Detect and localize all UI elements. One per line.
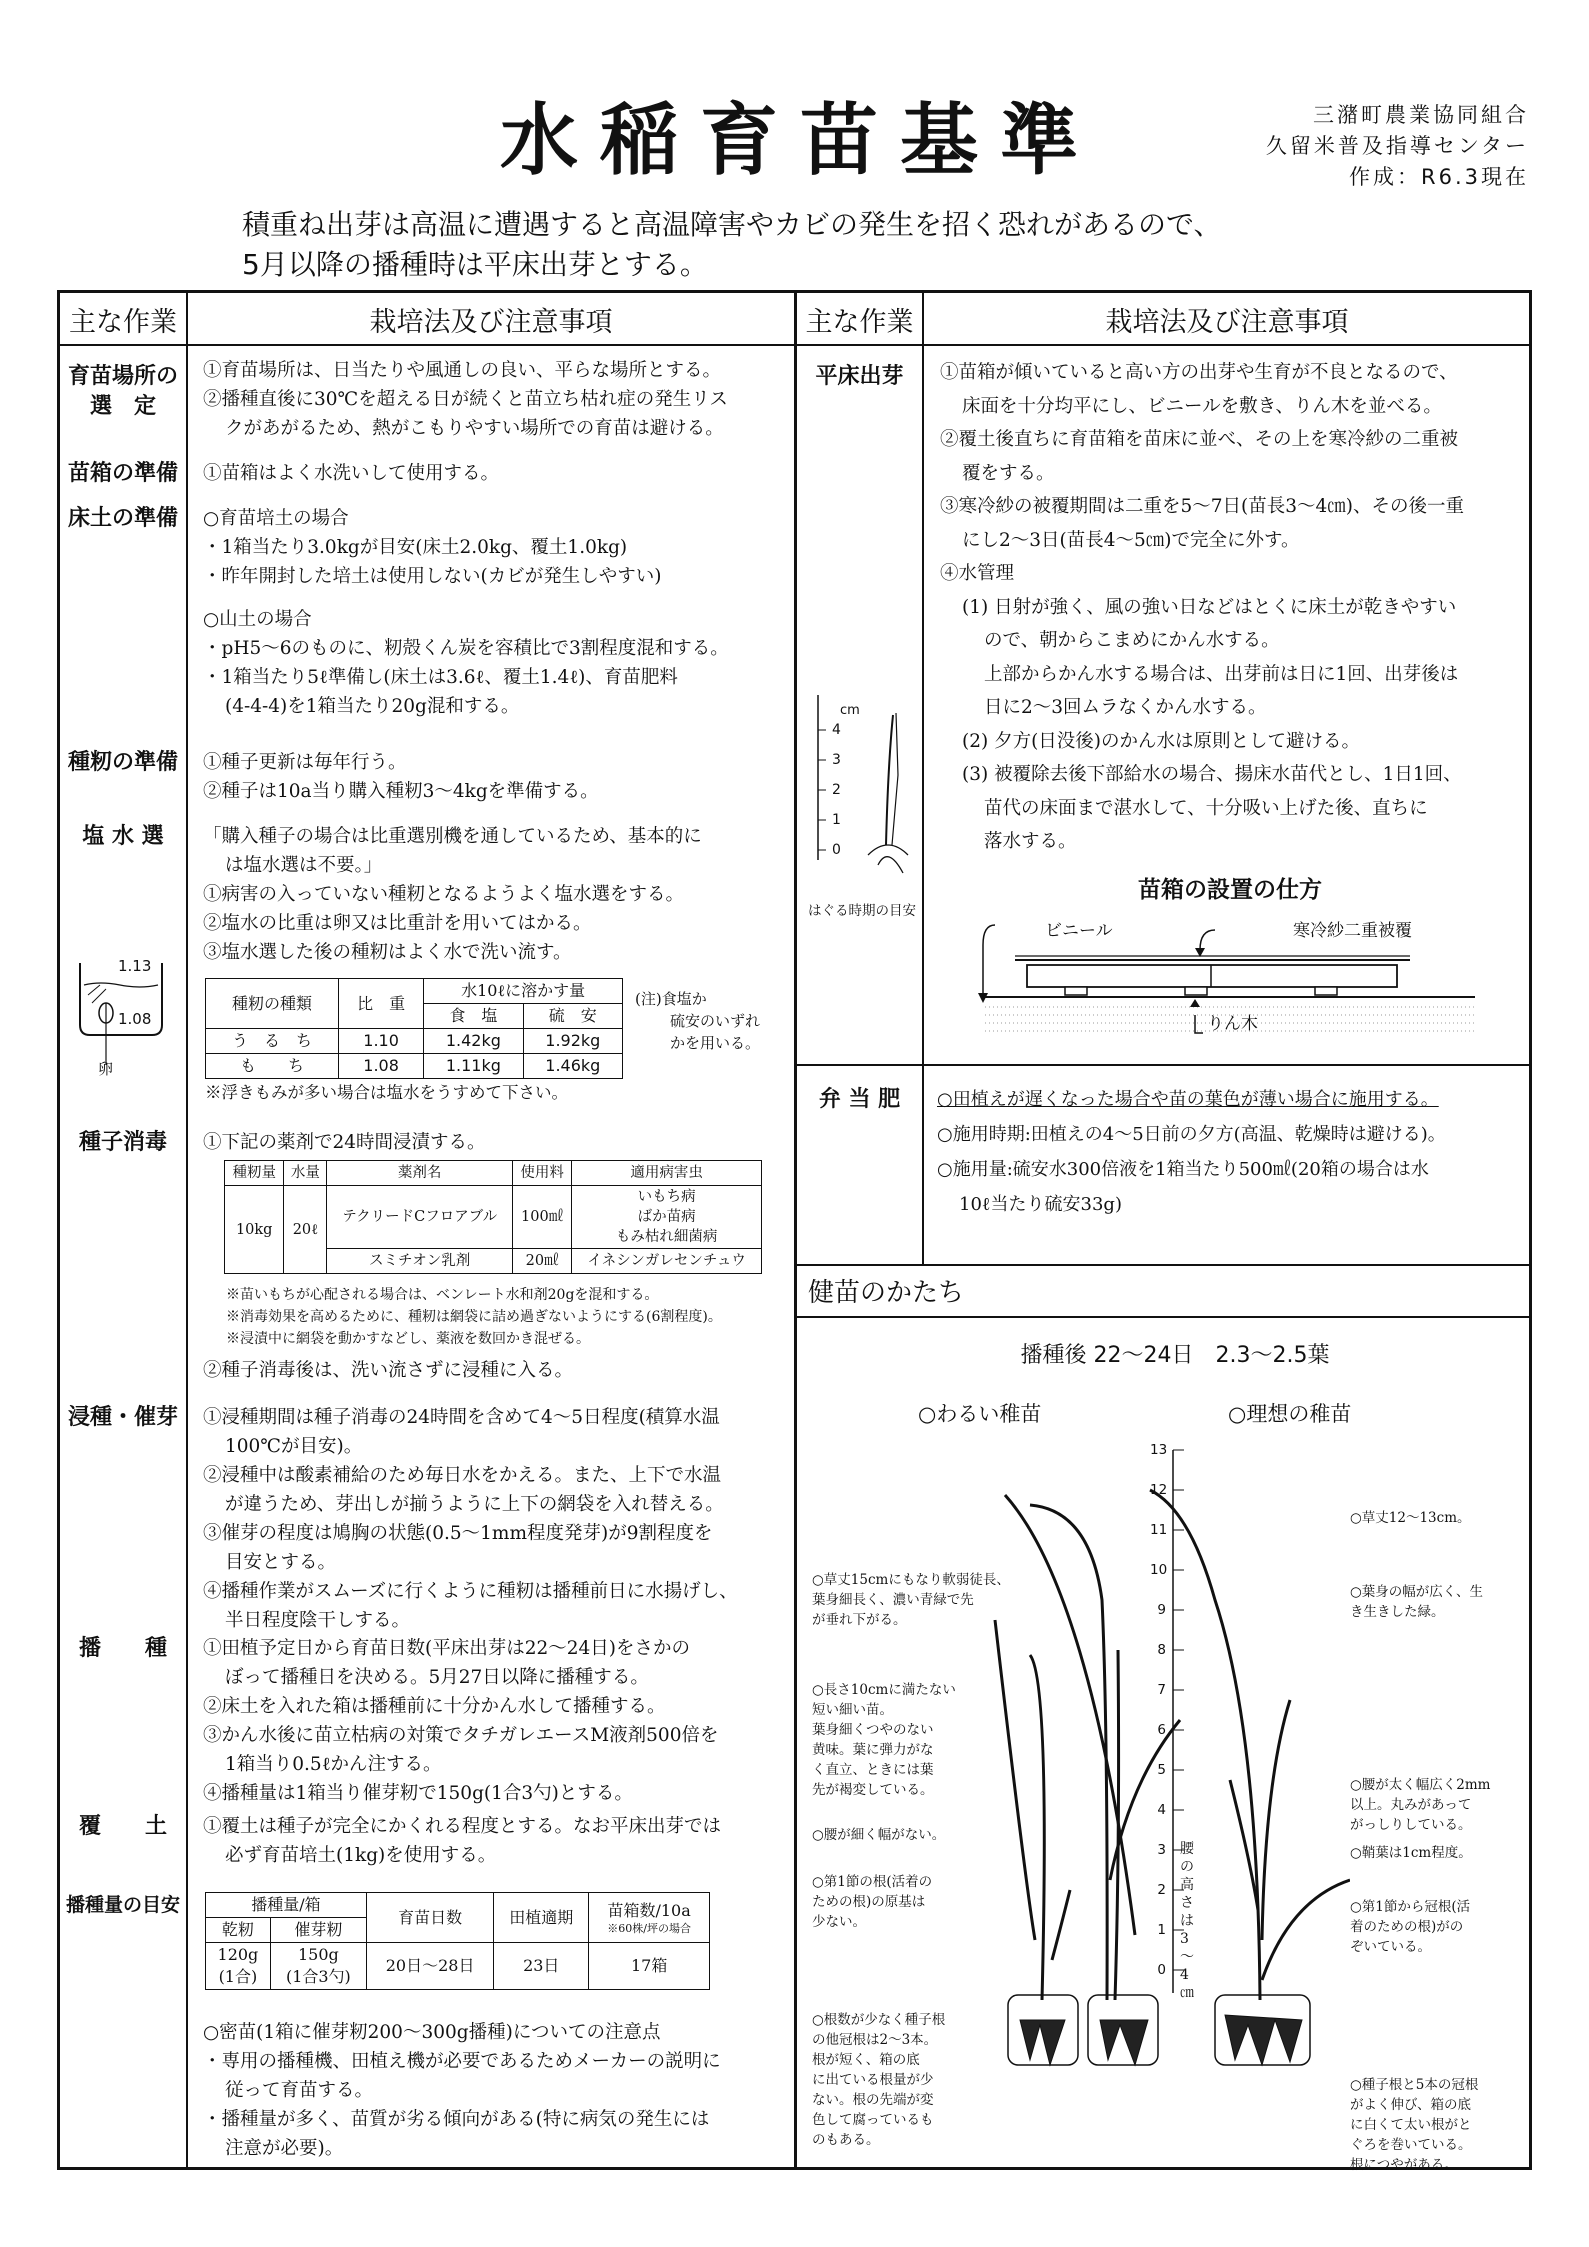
task-sow: 播 種 bbox=[78, 1636, 167, 1661]
th: 乾籾 bbox=[206, 1918, 271, 1943]
text-line: ③かん水後に苗立枯病の対策でタチガレエースM液剤500倍を bbox=[203, 1725, 719, 1746]
note-line: がっしりしている。 bbox=[1350, 1817, 1472, 1833]
text-line: (4-4-4)を1箱当たり20g混和する。 bbox=[225, 696, 520, 717]
note-line: 少ない。 bbox=[812, 1914, 866, 1930]
th: 田植適期 bbox=[494, 1893, 589, 1943]
note-line: ぞいている。 bbox=[1350, 1939, 1431, 1955]
box-text bbox=[203, 459, 499, 488]
text-line: ○山土の場合 bbox=[203, 609, 312, 630]
cell-line: (1合3勺) bbox=[285, 1967, 351, 1986]
text-line: 半日程度陰干しする。 bbox=[225, 1610, 411, 1631]
task-disinfect: 種子消毒 bbox=[78, 1130, 167, 1155]
text-line: ②浸種中は酸素補給のため毎日水をかえる。また、上下で水温 bbox=[203, 1465, 722, 1486]
intro-note bbox=[242, 205, 1221, 285]
text-line: (3) 被覆除去後下部給水の場合、揚床水苗代とし、1日1回、 bbox=[962, 764, 1462, 785]
th-main: 苗箱数/10a bbox=[607, 1900, 691, 1920]
text-line: 目安とする。 bbox=[225, 1552, 337, 1573]
note-line: が垂れ下がる。 bbox=[812, 1612, 907, 1628]
scale-tick-label: 4 bbox=[1157, 1802, 1166, 1818]
th: 水10ℓに溶かす量 bbox=[424, 979, 623, 1004]
text-line: ので、朝からこまめにかん水する。 bbox=[984, 630, 1280, 651]
text-line: ぼって播種日を決める。5月27日以降に播種する。 bbox=[225, 1667, 649, 1688]
th: 水量 bbox=[284, 1161, 327, 1186]
task-amount: 播種量の目安 bbox=[65, 1894, 180, 1916]
divider bbox=[796, 1264, 1532, 1266]
th: 薬剤名 bbox=[327, 1161, 513, 1186]
note-line: ※苗いもちが心配される場合は、ベンレート水和剤20gを混和する。 bbox=[226, 1287, 659, 1303]
ruler-unit: cm bbox=[840, 703, 860, 718]
text-line: は塩水選は不要。」 bbox=[225, 855, 383, 876]
waist-label: 腰の高さは3～4㎝ bbox=[1180, 1841, 1194, 2001]
sprout-ruler-illustration bbox=[808, 695, 918, 885]
cell: 1.08 bbox=[339, 1054, 424, 1079]
text-line: にし2～3日(苗長4～5㎝)で完全に外す。 bbox=[962, 529, 1300, 551]
cell-line: 120g bbox=[217, 1945, 259, 1964]
text-line: 日に2～3回ムラなくかん水する。 bbox=[984, 697, 1267, 718]
cell: イネシンガレセンチュウ bbox=[572, 1249, 762, 1274]
text-line: (1) 日射が強く、風の強い日などはとくに床土が乾きやすい bbox=[962, 596, 1457, 618]
scale-tick-label: 12 bbox=[1150, 1482, 1168, 1498]
note-line: ○腰が細く幅がない。 bbox=[812, 1827, 946, 1843]
th: 適用病害虫 bbox=[572, 1161, 762, 1186]
text-line: ②床土を入れた箱は播種前に十分かん水して播種する。 bbox=[203, 1696, 666, 1717]
text-line: ①下記の薬剤で24時間浸漬する。 bbox=[203, 1132, 486, 1153]
scale-tick-label: 9 bbox=[1157, 1602, 1166, 1618]
scale-tick-label: 3 bbox=[1157, 1842, 1166, 1858]
scale-tick-label: 1 bbox=[1157, 1922, 1166, 1938]
text-line: 10ℓ当たり硫安33g) bbox=[959, 1194, 1122, 1215]
soil-text bbox=[203, 504, 729, 721]
ruler-caption: はぐる時期の目安 bbox=[808, 903, 916, 919]
ruler-tick: 4 bbox=[832, 722, 841, 738]
seed-text bbox=[203, 748, 599, 806]
note-line: 根が短く、箱の底 bbox=[812, 2052, 920, 2068]
note-line: 硫安のいずれ bbox=[670, 1012, 761, 1030]
good-note bbox=[1350, 1582, 1483, 1622]
note-line: ※浸漬中に網袋を動かすなどし、薬液を数回かき混ぜる。 bbox=[226, 1331, 590, 1347]
divider bbox=[794, 290, 797, 2170]
ruler-tick: 2 bbox=[832, 782, 841, 798]
cell: 10kg bbox=[225, 1186, 284, 1274]
good-note bbox=[1350, 1843, 1472, 1863]
place-text bbox=[203, 356, 728, 443]
good-note bbox=[1350, 1508, 1471, 1528]
text-line: ②種子は10a当り購入種籾3～4kgを準備する。 bbox=[203, 781, 599, 802]
task-place bbox=[60, 362, 186, 422]
cell-line: (1合) bbox=[218, 1967, 258, 1986]
text-line: が違うため、芽出しが揃うように上下の網袋を入れ替える。 bbox=[225, 1494, 724, 1515]
task-salt: 塩 水 選 bbox=[82, 824, 164, 849]
note-line: 着のための根)がの bbox=[1350, 1919, 1464, 1935]
note-line: 以上。丸みがあって bbox=[1350, 1797, 1472, 1813]
scale-tick-label: 5 bbox=[1157, 1762, 1166, 1778]
scale-tick-label: 8 bbox=[1157, 1642, 1166, 1658]
text-line: ②種子消毒後は、洗い流さずに浸種に入る。 bbox=[203, 1360, 574, 1381]
th: 硫 安 bbox=[523, 1004, 622, 1029]
text-line: 必ず育苗培土(1kg)を使用する。 bbox=[225, 1845, 497, 1866]
text-line: ②播種直後に30℃を超える日が続くと苗立ち枯れ症の発生リス bbox=[203, 389, 728, 410]
cell: 100㎖ bbox=[512, 1186, 571, 1249]
text-line: ①苗箱が傾いていると高い方の出芽や生育が不良となるので、 bbox=[940, 362, 1458, 383]
text-line: ○施用量:硫安水300倍液を1箱当たり500㎖(20箱の場合は水 bbox=[937, 1159, 1429, 1180]
gauge-label-high: 1.13 bbox=[118, 957, 152, 975]
divider bbox=[796, 1064, 1532, 1066]
text-line: ③催芽の程度は鳩胸の状態(0.5～1mm程度発芽)が9割程度を bbox=[203, 1523, 713, 1544]
task-cover: 覆 土 bbox=[78, 1814, 167, 1839]
egg-label: 卵 bbox=[98, 1060, 114, 1078]
disinfect-notes bbox=[226, 1284, 722, 1350]
note-line: に白くて太い根がと bbox=[1350, 2117, 1472, 2133]
amount-text bbox=[203, 2018, 721, 2163]
cell bbox=[572, 1186, 762, 1249]
text-line: ①病害の入っていない種籾となるようよく塩水選をする。 bbox=[203, 884, 685, 905]
soak-text bbox=[203, 1403, 738, 1635]
note-line: ぐろを巻いている。 bbox=[1350, 2137, 1472, 2153]
good-note bbox=[1350, 1775, 1490, 1835]
task-place-line1: 育苗場所の bbox=[67, 364, 178, 389]
text-line: ・専用の播種機、田植え機が必要であるためメーカーの説明に bbox=[203, 2051, 721, 2072]
th: 使用料 bbox=[512, 1161, 571, 1186]
scale-tick-label: 6 bbox=[1157, 1722, 1166, 1738]
cell: 20ℓ bbox=[284, 1186, 327, 1274]
text-line: ②塩水の比重は卵又は比重計を用いてはかる。 bbox=[203, 913, 592, 934]
cell: 20日～28日 bbox=[366, 1943, 493, 1990]
healthy-subtitle: 播種後 22～24日 2.3～2.5葉 bbox=[1020, 1343, 1330, 1368]
note-line: 葉身細長く、濃い青緑で先 bbox=[812, 1592, 974, 1608]
sow-text bbox=[203, 1634, 718, 1808]
text-line: ④播種作業がスムーズに行くように種籾は播種前日に水揚げし、 bbox=[203, 1581, 738, 1602]
note-line: 葉身細くつやのない bbox=[812, 1722, 934, 1738]
scale-tick-label: 2 bbox=[1157, 1882, 1166, 1898]
text-line: 従って育苗する。 bbox=[225, 2080, 374, 2101]
cell: う る ち bbox=[206, 1029, 339, 1054]
cell: 20㎖ bbox=[512, 1249, 571, 1274]
label-cover: 寒冷紗二重被覆 bbox=[1293, 921, 1412, 941]
pest: ばか苗病 bbox=[637, 1209, 696, 1225]
th: 比 重 bbox=[339, 979, 424, 1029]
note-line: ○長さ10cmに満たない bbox=[812, 1682, 956, 1698]
note-line: ○第1節の根(活着の bbox=[812, 1874, 933, 1890]
note-line: ○種子根と5本の冠根 bbox=[1350, 2077, 1479, 2093]
th: 種籾量 bbox=[225, 1161, 284, 1186]
org-line2: 久留米普及指導センター bbox=[1265, 134, 1529, 158]
th: 催芽籾 bbox=[270, 1918, 366, 1943]
text-line: 100℃が目安)。 bbox=[225, 1436, 363, 1457]
bad-note bbox=[812, 1570, 1010, 1630]
text-line: ④播種量は1箱当り催芽籾で150g(1合3勺)とする。 bbox=[203, 1783, 633, 1804]
cell bbox=[206, 1943, 271, 1990]
header-task-right: 主な作業 bbox=[805, 307, 914, 338]
scale-tick-label: 13 bbox=[1150, 1442, 1168, 1458]
label-vinyl: ビニール bbox=[1045, 921, 1113, 941]
text-line: ④水管理 bbox=[940, 563, 1015, 584]
note-line: ○草丈12～13cm。 bbox=[1350, 1510, 1471, 1526]
pest: いもち病 bbox=[637, 1189, 696, 1205]
scale-tick-label: 10 bbox=[1150, 1562, 1168, 1578]
scale-tick-label: 7 bbox=[1157, 1682, 1166, 1698]
divider bbox=[922, 290, 924, 1266]
text-line: ・pH5～6のものに、籾殻くん炭を容積比で3割程度混和する。 bbox=[203, 638, 729, 659]
scale-tick-label: 0 bbox=[1157, 1962, 1166, 1978]
text-line: (2) 夕方(日没後)のかん水は原則として避ける。 bbox=[962, 730, 1361, 752]
note-line: ○葉身の幅が広く、生 bbox=[1350, 1584, 1484, 1600]
cover-text bbox=[203, 1812, 721, 1870]
page-title: 水稲育苗基準 bbox=[500, 96, 1101, 186]
bento-text bbox=[937, 1082, 1446, 1222]
note-line: の他冠根は2～3本。 bbox=[812, 2032, 938, 2048]
text-line: 「購入種子の場合は比重選別機を通しているため、基本的に bbox=[203, 826, 702, 847]
text-line: ○田植えが遅くなった場合や苗の葉色が薄い場合に施用する。 bbox=[937, 1089, 1439, 1110]
ruler-tick: 3 bbox=[832, 752, 841, 768]
note-line: ○鞘葉は1cm程度。 bbox=[1350, 1845, 1472, 1861]
org-line1: 三潴町農業協同組合 bbox=[1313, 103, 1529, 127]
task-place-line2: 選 定 bbox=[89, 394, 156, 419]
task-seed: 種籾の準備 bbox=[67, 750, 178, 775]
organization bbox=[1266, 100, 1529, 193]
note-line: がよく伸び、箱の底 bbox=[1350, 2097, 1471, 2113]
text-line: 1箱当り0.5ℓかん注する。 bbox=[225, 1754, 442, 1775]
flat-text bbox=[940, 356, 1464, 859]
seedling-illustration bbox=[990, 1480, 1350, 2080]
amount-table bbox=[205, 1892, 710, 1990]
task-flat: 平床出芽 bbox=[815, 364, 904, 389]
text-line: ○育苗培土の場合 bbox=[203, 508, 349, 529]
salt-table bbox=[205, 978, 623, 1079]
text-line: ○施用時期:田植えの4～5日前の夕方(高温、乾燥時は避ける)。 bbox=[937, 1124, 1446, 1145]
task-soak: 浸種・催芽 bbox=[67, 1405, 178, 1430]
cell: 1.42kg bbox=[424, 1029, 523, 1054]
salt-note bbox=[635, 988, 760, 1054]
cell: テクリードCフロアブル bbox=[327, 1186, 513, 1249]
text-line: ①苗箱はよく水洗いして使用する。 bbox=[203, 463, 500, 484]
text-line: ①種子更新は毎年行う。 bbox=[203, 752, 407, 773]
note-line: 色して腐っているも bbox=[812, 2112, 934, 2128]
note-line: ための根)の原基は bbox=[812, 1894, 926, 1910]
th: 食 塩 bbox=[424, 1004, 523, 1029]
note-line: く直立、ときには葉 bbox=[812, 1762, 934, 1778]
text-line: 落水する。 bbox=[984, 831, 1077, 852]
th: 種籾の種類 bbox=[206, 979, 339, 1029]
note-line: に出ている根量が少 bbox=[812, 2072, 934, 2088]
diagram-title: 苗箱の設置の仕方 bbox=[1138, 877, 1322, 903]
intro-line2: 5月以降の播種時は平床出芽とする。 bbox=[242, 248, 708, 281]
note-line: ※消毒効果を高めるために、種籾は網袋に詰め過ぎないようにする(6割程度)。 bbox=[226, 1309, 722, 1325]
divider bbox=[796, 1316, 1532, 1318]
cell-line: 150g bbox=[298, 1945, 339, 1964]
th: 播種量/箱 bbox=[206, 1893, 367, 1918]
pest: もみ枯れ細菌病 bbox=[615, 1229, 718, 1245]
label-rinboku: りん木 bbox=[1207, 1014, 1258, 1034]
text-line: 注意が必要)。 bbox=[225, 2138, 344, 2159]
header-task: 主な作業 bbox=[69, 307, 177, 338]
th-sub: ※60株/坪の場合 bbox=[607, 1921, 691, 1935]
note-line: 先が褐変している。 bbox=[812, 1782, 934, 1798]
cell: 1.92kg bbox=[523, 1029, 622, 1054]
note-line: 根につやがある。 bbox=[1350, 2157, 1458, 2173]
text-line: ・昨年開封した培土は使用しない(カビが発生しやすい) bbox=[203, 566, 662, 587]
ruler-tick: 0 bbox=[832, 842, 841, 858]
note-line: かを用いる。 bbox=[670, 1034, 761, 1052]
text-line: ○密苗(1箱に催芽籾200～300g播種)についての注意点 bbox=[203, 2022, 661, 2043]
org-date: 作成：R6.3現在 bbox=[1349, 165, 1529, 189]
good-note bbox=[1350, 2075, 1478, 2175]
th bbox=[589, 1893, 710, 1943]
disinfect-text bbox=[203, 1128, 486, 1157]
note-line: ない。根の先端が変 bbox=[812, 2092, 934, 2108]
note-line: のもある。 bbox=[812, 2132, 880, 2148]
note-line: ○第1節から冠根(活 bbox=[1350, 1899, 1471, 1915]
header-method: 栽培法及び注意事項 bbox=[369, 307, 613, 338]
intro-line1: 積重ね出芽は高温に遭遇すると高温障害やカビの発生を招く恐れがあるので、 bbox=[242, 208, 1222, 241]
bad-note bbox=[812, 1825, 945, 1845]
task-box: 苗箱の準備 bbox=[67, 461, 178, 486]
th: 育苗日数 bbox=[366, 1893, 493, 1943]
cell: も ち bbox=[206, 1054, 339, 1079]
cell: 23日 bbox=[494, 1943, 589, 1990]
text-line: クがあがるため、熱がこもりやすい場所での育苗は避ける。 bbox=[225, 418, 724, 439]
disinfect-table bbox=[224, 1160, 762, 1274]
salt-text bbox=[203, 822, 702, 967]
bad-note bbox=[812, 1680, 956, 1800]
gauge-label-low: 1.08 bbox=[118, 1010, 152, 1028]
cell: 17箱 bbox=[589, 1943, 710, 1990]
text-line: 覆をする。 bbox=[962, 462, 1055, 484]
text-line: ①浸種期間は種子消毒の24時間を含めて4～5日程度(積算水温 bbox=[203, 1407, 720, 1428]
text-line: 上部からかん水する場合は、出芽前は日に1回、出芽後は bbox=[984, 663, 1459, 685]
bad-note bbox=[812, 1872, 932, 1932]
header-method-right: 栽培法及び注意事項 bbox=[1105, 307, 1349, 338]
text-line: ・1箱当たり5ℓ準備し(床土は3.6ℓ、覆土1.4ℓ)、育苗肥料 bbox=[203, 667, 678, 688]
note-line: 短い細い苗。 bbox=[812, 1702, 893, 1718]
text-line: ③塩水選した後の種籾はよく水で洗い流す。 bbox=[203, 942, 572, 963]
bad-label: ○わるい稚苗 bbox=[918, 1402, 1042, 1426]
note-line: ○草丈15cmにもなり軟弱徒長、 bbox=[812, 1572, 1010, 1588]
cell: 1.10 bbox=[339, 1029, 424, 1054]
good-label: ○理想の稚苗 bbox=[1228, 1402, 1352, 1426]
text-line: 苗代の床面まで湛水して、十分吸い上げた後、直ちに bbox=[984, 797, 1428, 819]
divider bbox=[186, 290, 188, 2170]
healthy-title: 健苗のかたち bbox=[808, 1278, 965, 1308]
note-line: (注)食塩か bbox=[635, 990, 707, 1008]
cell: スミチオン乳剤 bbox=[327, 1249, 513, 1274]
text-line: ・播種量が多く、苗質が劣る傾向がある(特に病気の発生には bbox=[203, 2109, 710, 2130]
text-line: ②覆土後直ちに育苗箱を苗床に並べ、その上を寒冷紗の二重被 bbox=[940, 429, 1459, 450]
text-line: ①覆土は種子が完全にかくれる程度とする。なお平床出芽では bbox=[203, 1816, 722, 1837]
salt-foot: ※浮きもみが多い場合は塩水をうすめて下さい。 bbox=[205, 1083, 568, 1102]
note-line: 黄味。葉に弾力がな bbox=[812, 1742, 934, 1758]
scale-tick-label: 11 bbox=[1150, 1522, 1168, 1538]
text-line: ①田植予定日から育苗日数(平床出芽は22～24日)をさかの bbox=[203, 1638, 691, 1659]
cell: 1.46kg bbox=[523, 1054, 622, 1079]
cell bbox=[270, 1943, 366, 1990]
text-line: ・1箱当たり3.0kgが目安(床土2.0kg、覆土1.0kg) bbox=[203, 537, 628, 558]
text-line: 床面を十分均平にし、ビニールを敷き、りん木を並べる。 bbox=[962, 395, 1442, 417]
good-note bbox=[1350, 1897, 1470, 1957]
note-line: ○根数が少なく種子根 bbox=[812, 2012, 946, 2028]
note-line: き生きした緑。 bbox=[1350, 1604, 1445, 1620]
bad-note bbox=[812, 2010, 945, 2150]
ruler-tick: 1 bbox=[832, 812, 841, 828]
divider bbox=[57, 344, 1532, 346]
cell: 1.11kg bbox=[424, 1054, 523, 1079]
text-line: ①育苗場所は、日当たりや風通しの良い、平らな場所とする。 bbox=[203, 360, 722, 381]
disinfect-text2 bbox=[203, 1356, 573, 1385]
task-soil: 床土の準備 bbox=[67, 506, 178, 531]
text-line: ③寒冷紗の被覆期間は二重を5～7日(苗長3～4㎝)、その後一重 bbox=[940, 496, 1465, 517]
note-line: ○腰が太く幅広く2mm bbox=[1350, 1777, 1491, 1793]
task-bento: 弁 当 肥 bbox=[818, 1087, 901, 1112]
